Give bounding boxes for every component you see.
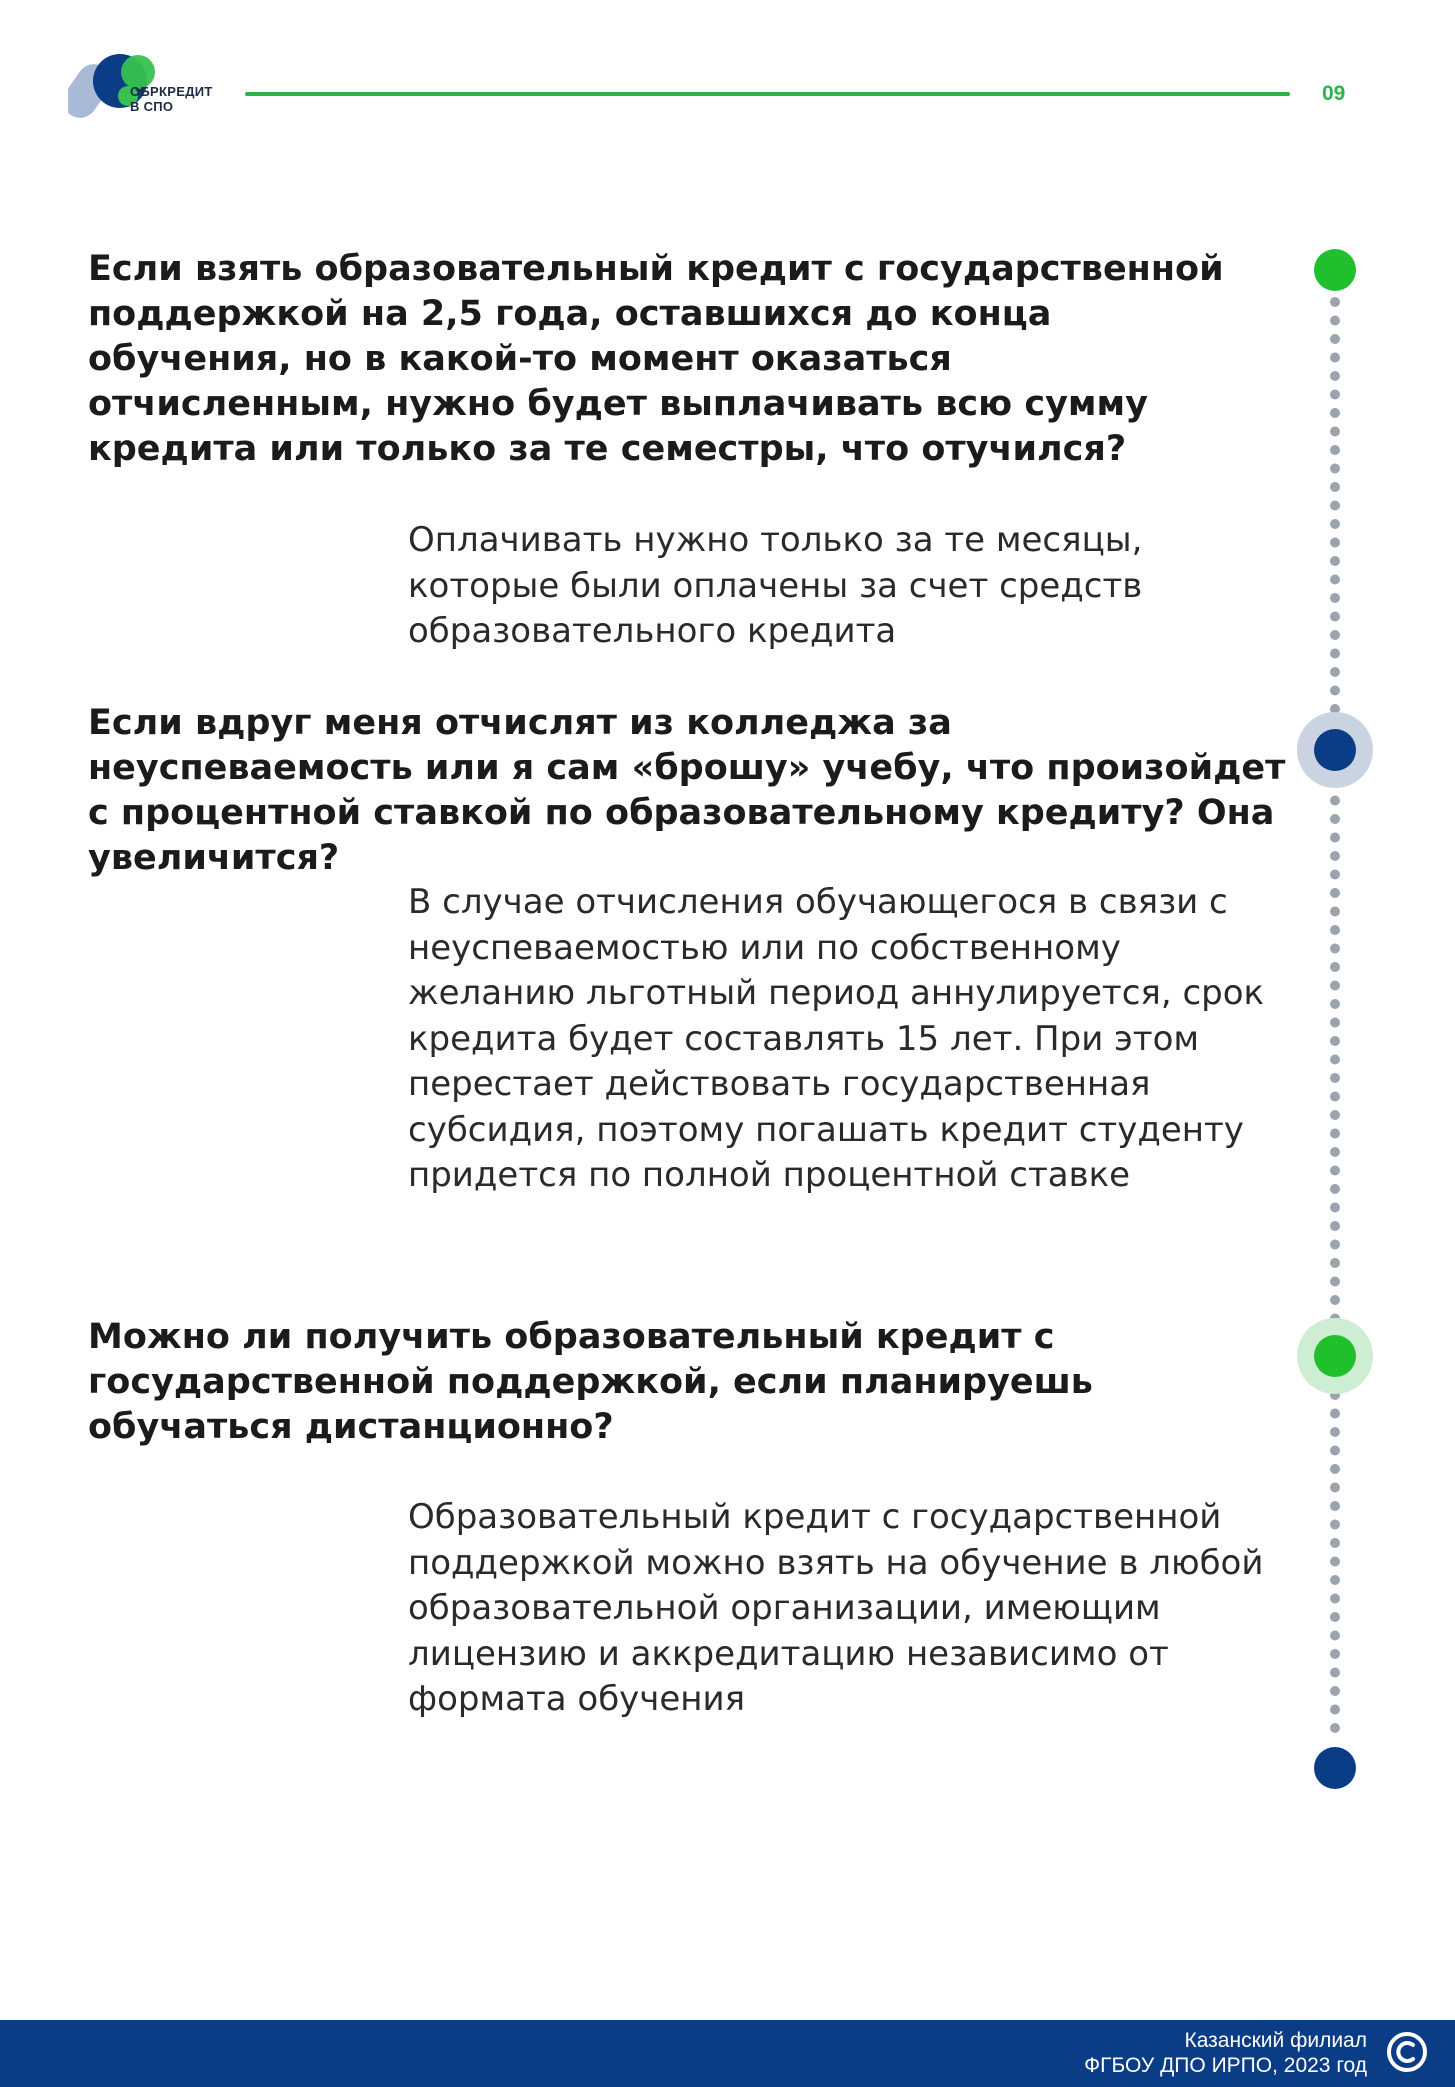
timeline-dot [1330,1166,1340,1176]
timeline-dot [1330,519,1340,529]
timeline-dot [1330,1686,1340,1696]
timeline-dot [1330,630,1340,640]
header-divider [245,92,1290,96]
timeline-dot [1330,1501,1340,1511]
timeline-dot [1330,796,1340,806]
question-3: Можно ли получить образовательный кредит с государственной поддержкой, если планируешь обучаться дистанционно? [88,1317,1093,1447]
timeline-dot [1330,1036,1340,1046]
timeline-dot [1330,1409,1340,1419]
logo-line-2: В СПО [130,99,174,114]
logo [68,48,238,124]
timeline-dot [1330,1612,1340,1622]
timeline-dot [1330,464,1340,474]
timeline-dot [1330,1147,1340,1157]
answer-2: В случае отчисления обучающегося в связи с неуспеваемостью или по собственному желанию льготный период аннулируется, срок кредита будет составлять 15 лет. При этом перестает действовать государственная субсидия, поэтому погашать кредит студенту придется по полной процентной ставке [408,882,1265,1195]
timeline-node-4 [1314,1747,1356,1789]
timeline-dot [1330,833,1340,843]
timeline-dot [1330,371,1340,381]
logo-line-1: ОБРКРЕДИТ [130,84,213,99]
timeline-dot [1330,888,1340,898]
timeline-dot [1330,1705,1340,1715]
timeline-dot [1330,445,1340,455]
timeline-dot [1330,1575,1340,1585]
timeline-dot [1330,408,1340,418]
timeline-dot [1330,1018,1340,1028]
timeline-dot [1330,1073,1340,1083]
timeline-dot [1330,1055,1340,1065]
timeline-dot [1330,1295,1340,1305]
timeline-dot [1330,1668,1340,1678]
timeline-dot [1330,1277,1340,1287]
page-number: 09 [1322,82,1346,105]
timeline-dot [1330,556,1340,566]
timeline-dot [1330,1594,1340,1604]
footer-text [1084,2028,1367,2078]
timeline-dot [1330,482,1340,492]
timeline-dot [1330,427,1340,437]
timeline-dot [1330,1557,1340,1567]
timeline-dot [1330,1092,1340,1102]
timeline-dot [1330,686,1340,696]
timeline-dot [1330,1203,1340,1213]
timeline-dot [1330,538,1340,548]
page-header [0,0,1455,150]
timeline-dot [1330,1483,1340,1493]
timeline-dot [1330,1631,1340,1641]
timeline-dot [1330,1723,1340,1733]
copyright-icon [1385,2030,1429,2074]
timeline-dot [1330,1427,1340,1437]
timeline-dot [1330,593,1340,603]
answer-1: Оплачивать нужно только за те месяцы, которые были оплачены за счет средств образовательного кредита [408,520,1143,651]
timeline-dot [1330,353,1340,363]
timeline-dot [1330,1258,1340,1268]
timeline-dot [1330,851,1340,861]
timeline-dot [1330,962,1340,972]
timeline-node-1 [1314,249,1356,291]
logo-text [130,84,213,114]
timeline-dot [1330,1110,1340,1120]
timeline [1290,230,1380,1810]
timeline-node-2 [1314,729,1356,771]
timeline-node-3 [1314,1335,1356,1377]
timeline-dot [1330,1184,1340,1194]
timeline-dot [1330,981,1340,991]
footer-line-2: ФГБОУ ДПО ИРПО, 2023 год [1084,2054,1367,2077]
timeline-dot [1330,870,1340,880]
footer-line-1: Казанский филиал [1184,2029,1367,2052]
timeline-dots [1330,297,1340,1733]
timeline-dot [1330,649,1340,659]
timeline-dot [1330,334,1340,344]
timeline-dot [1330,390,1340,400]
answer-3: Образовательный кредит с государственной поддержкой можно взять на обучение в любой образовательной организации, имеющим лицензию и аккредитацию независимо от формата обучения [408,1497,1264,1719]
question-1: Если взять образовательный кредит с государственной поддержкой на 2,5 года, оставшихся до конца обучения, но в какой-то момент оказаться отчисленным, нужно будет выплачивать всю сумму кредита или только за те семестры, что отучился? [88,249,1224,469]
timeline-dot [1330,297,1340,307]
timeline-dot [1330,316,1340,326]
timeline-dot [1330,1221,1340,1231]
timeline-dot [1330,944,1340,954]
timeline-dot [1330,999,1340,1009]
timeline-dot [1330,501,1340,511]
timeline-dot [1330,1240,1340,1250]
timeline-dot [1330,814,1340,824]
timeline-dot [1330,612,1340,622]
timeline-dot [1330,1649,1340,1659]
timeline-dot [1330,1129,1340,1139]
timeline-dot [1330,925,1340,935]
timeline-dot [1330,575,1340,585]
timeline-dot [1330,1464,1340,1474]
page-footer [0,2020,1455,2087]
question-2: Если вдруг меня отчислят из колледжа за неуспеваемость или я сам «брошу» учебу, что произойдет с процентной ставкой по образовательному кредиту? Она увеличится? [88,703,1286,878]
timeline-dot [1330,907,1340,917]
timeline-dot [1330,1520,1340,1530]
timeline-dot [1330,1446,1340,1456]
timeline-dot [1330,1538,1340,1548]
timeline-dot [1330,667,1340,677]
